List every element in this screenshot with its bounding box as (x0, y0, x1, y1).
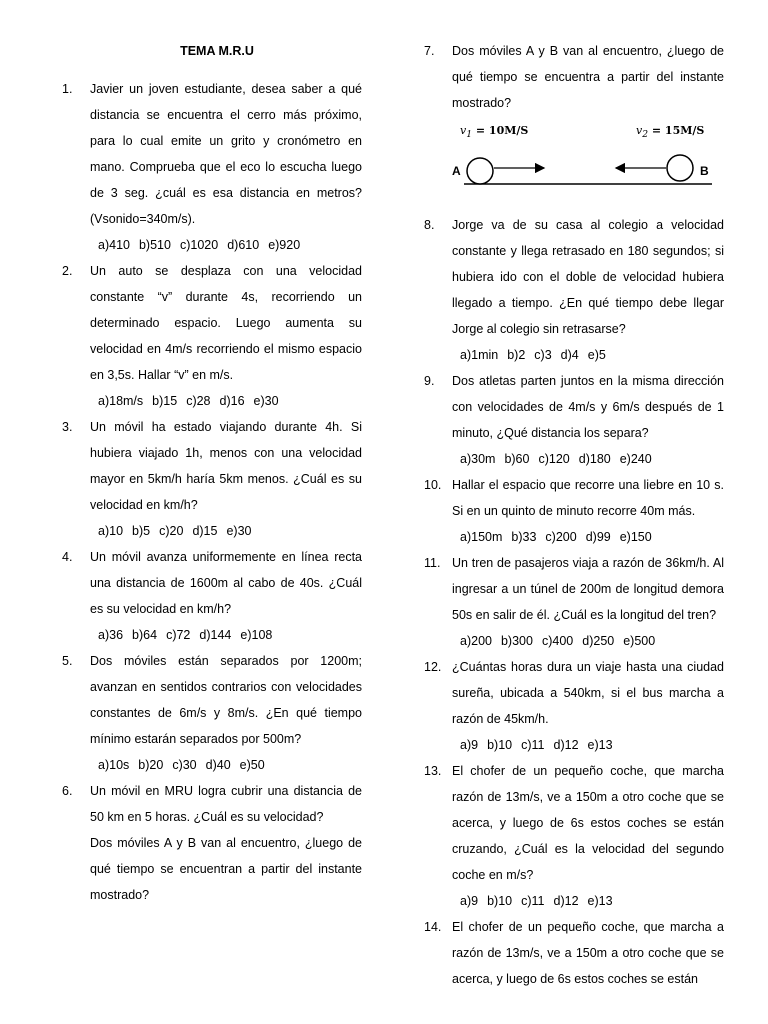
option-b: b)10 (487, 738, 513, 752)
option-d: d)12 (553, 738, 579, 752)
point-b-label: B (700, 164, 709, 178)
option-b: b)33 (511, 530, 537, 544)
option-c: c)120 (538, 452, 570, 466)
option-c: c)1020 (179, 238, 219, 252)
option-a: a)10s (98, 758, 130, 772)
question-text: Un auto se desplaza con una velocidad constante “v” durante 4s, recorriendo un determinado espacio. Luego aumenta su velocidad en 4m/s recorriendo el mismo espacio en 3,5s. Hallar “v” en m/s. (90, 264, 362, 382)
option-b: b)15 (152, 394, 178, 408)
option-e: e)240 (619, 452, 652, 466)
option-b: b)60 (504, 452, 530, 466)
option-d: d)99 (585, 530, 611, 544)
question-10 (424, 472, 724, 550)
option-e: e)30 (253, 394, 279, 408)
velocity-1-label: $v_1 = 10M/S$ (460, 124, 529, 141)
answer-options (452, 524, 724, 550)
option-c: c)72 (166, 628, 191, 642)
option-a: a)30m (460, 452, 496, 466)
question-14 (424, 914, 724, 992)
question-number: 12. (424, 660, 442, 674)
question-13 (424, 758, 724, 914)
question-4 (62, 544, 362, 648)
question-text: Un móvil avanza uniformemente en línea recta una distancia de 1600m al cabo de 40s. ¿Cuál es su velocidad en km/h? (90, 550, 362, 616)
question-number: 2. (62, 264, 73, 278)
question-number: 9. (424, 374, 435, 388)
mobile-a-circle (467, 158, 493, 184)
answer-options (452, 732, 724, 758)
option-d: d)144 (199, 628, 232, 642)
question-text: Jorge va de su casa al colegio a velocidad constante y llega retrasado en 180 segundos; si hubiera ido con el doble de velocidad hubiera llegado a tiempo. ¿En qué tiempo debe llegar Jorge al colegio sin retrasarse? (452, 218, 724, 336)
option-d: d)180 (578, 452, 611, 466)
document-title: TEMA M.R.U (180, 44, 254, 58)
answer-options (90, 752, 362, 778)
option-d: d)12 (553, 894, 579, 908)
option-e: e)5 (587, 348, 606, 362)
option-c: c)20 (159, 524, 184, 538)
option-e: e)500 (623, 634, 656, 648)
option-b: b)510 (138, 238, 171, 252)
question-number: 6. (62, 784, 73, 798)
question-text: El chofer de un pequeño coche, que marcha razón de 13m/s, ve a 150m a otro coche que se acerca, y luego de 6s estos coches se están cruzando, ¿Cuál es la velocidad del segundo coche en m/s? (452, 764, 724, 882)
option-d: d)16 (219, 394, 245, 408)
question-text: Dos atletas parten juntos en la misma dirección con velocidades de 4m/s y 6m/s después de 1 minuto, ¿Qué distancia los separa? (452, 374, 724, 440)
option-c: c)200 (545, 530, 577, 544)
question-number: 11. (424, 556, 441, 570)
question-number: 13. (424, 764, 442, 778)
option-c: c)11 (521, 894, 545, 908)
question-number: 8. (424, 218, 435, 232)
option-b: b)2 (507, 348, 526, 362)
question-number: 3. (62, 420, 73, 434)
question-12 (424, 654, 724, 758)
question-1 (62, 76, 362, 258)
question-9 (424, 368, 724, 472)
point-a-label: A (452, 164, 461, 178)
question-number: 4. (62, 550, 73, 564)
option-b: b)5 (132, 524, 151, 538)
question-number: 14. (424, 920, 442, 934)
option-c: c)30 (172, 758, 197, 772)
option-d: d)250 (582, 634, 615, 648)
question-text: Javier un joven estudiante, desea saber a qué distancia se encuentra el cerro más próximo, para lo cual emite un grito y cronómetro en mano. Comprueba que el eco lo escucha luego de 3 seg. ¿cuál es esa distancia en metros? (Vsonido=340m/s). (90, 82, 362, 226)
question-text: El chofer de un pequeño coche, que marcha a razón de 13m/s, ve a 150m a otro coche que se acerca, y luego de 6s estos coches se están (452, 920, 724, 986)
option-e: e)50 (239, 758, 265, 772)
question-5 (62, 648, 362, 778)
answer-options (452, 446, 724, 472)
question-11 (424, 550, 724, 654)
velocity-2-label: $v_2 = 15M/S$ (636, 124, 705, 141)
option-c: c)11 (521, 738, 545, 752)
option-c: c)28 (186, 394, 211, 408)
option-d: d)40 (205, 758, 231, 772)
option-c: c)3 (534, 348, 552, 362)
answer-options (90, 232, 362, 258)
option-e: e)13 (587, 894, 613, 908)
answer-options (90, 518, 362, 544)
option-a: a)10 (98, 524, 124, 538)
question-text: Un tren de pasajeros viaja a razón de 36km/h. Al ingresar a un túnel de 200m de longitud demora 50s en salir de él. ¿Cuál es la longitud del tren? (452, 556, 724, 622)
question-text: Dos móviles están separados por 1200m; avanzan en sentidos contrarios con velocidades constantes de 6m/s y 8m/s. ¿En qué tiempo mínimo estarán separados por 500m? (90, 654, 362, 746)
question-number: 5. (62, 654, 73, 668)
answer-options (90, 388, 362, 414)
question-2 (62, 258, 362, 414)
mobile-b-circle (667, 155, 693, 181)
question-text: ¿Cuántas horas dura un viaje hasta una ciudad sureña, ubicada a 540km, si el bus marcha a razón de 45km/h. (452, 660, 724, 726)
option-d: d)610 (227, 238, 260, 252)
option-a: a)9 (460, 894, 479, 908)
question-7 (424, 38, 724, 116)
answer-options (452, 342, 724, 368)
option-a: a)1min (460, 348, 499, 362)
question-text: Un móvil ha estado viajando durante 4h. Si hubiera viajado 1h, menos con una velocidad mayor en 5km/h haría 5km menos. ¿Cuál es su velocidad en km/h? (90, 420, 362, 512)
question-number: 7. (424, 44, 435, 58)
option-a: a)410 (98, 238, 130, 252)
question-text: Un móvil en MRU logra cubrir una distancia de 50 km en 5 horas. ¿Cuál es su velocidad? (90, 784, 362, 824)
answer-options (452, 628, 724, 654)
question-text: Hallar el espacio que recorre una liebre en 10 s. Si en un quinto de minuto recorre 40m más. (452, 478, 724, 518)
option-e: e)13 (587, 738, 613, 752)
option-a: a)9 (460, 738, 479, 752)
option-a: a)36 (98, 628, 124, 642)
encounter-diagram (430, 116, 724, 212)
option-e: e)108 (240, 628, 273, 642)
question-6 (62, 778, 362, 908)
option-a: a)200 (460, 634, 492, 648)
option-e: e)30 (226, 524, 252, 538)
right-column (424, 38, 724, 992)
question-8 (424, 212, 724, 368)
answer-options (452, 888, 724, 914)
option-e: e)150 (619, 530, 652, 544)
question-3 (62, 414, 362, 544)
question-number: 1. (62, 82, 73, 96)
option-d: d)15 (192, 524, 218, 538)
option-a: a)18m/s (98, 394, 144, 408)
left-column (62, 38, 362, 908)
answer-options (90, 622, 362, 648)
option-c: c)400 (541, 634, 574, 648)
question-number: 10. (424, 478, 442, 492)
option-e: e)920 (268, 238, 301, 252)
option-b: b)300 (500, 634, 533, 648)
option-a: a)150m (460, 530, 503, 544)
option-b: b)10 (487, 894, 513, 908)
option-b: b)20 (138, 758, 164, 772)
option-b: b)64 (132, 628, 158, 642)
option-d: d)4 (560, 348, 579, 362)
question-extra-text: Dos móviles A y B van al encuentro, ¿luego de qué tiempo se encuentran a partir del instante mostrado? (90, 836, 362, 902)
question-text: Dos móviles A y B van al encuentro, ¿luego de qué tiempo se encuentra a partir del instante mostrado? (452, 44, 724, 110)
